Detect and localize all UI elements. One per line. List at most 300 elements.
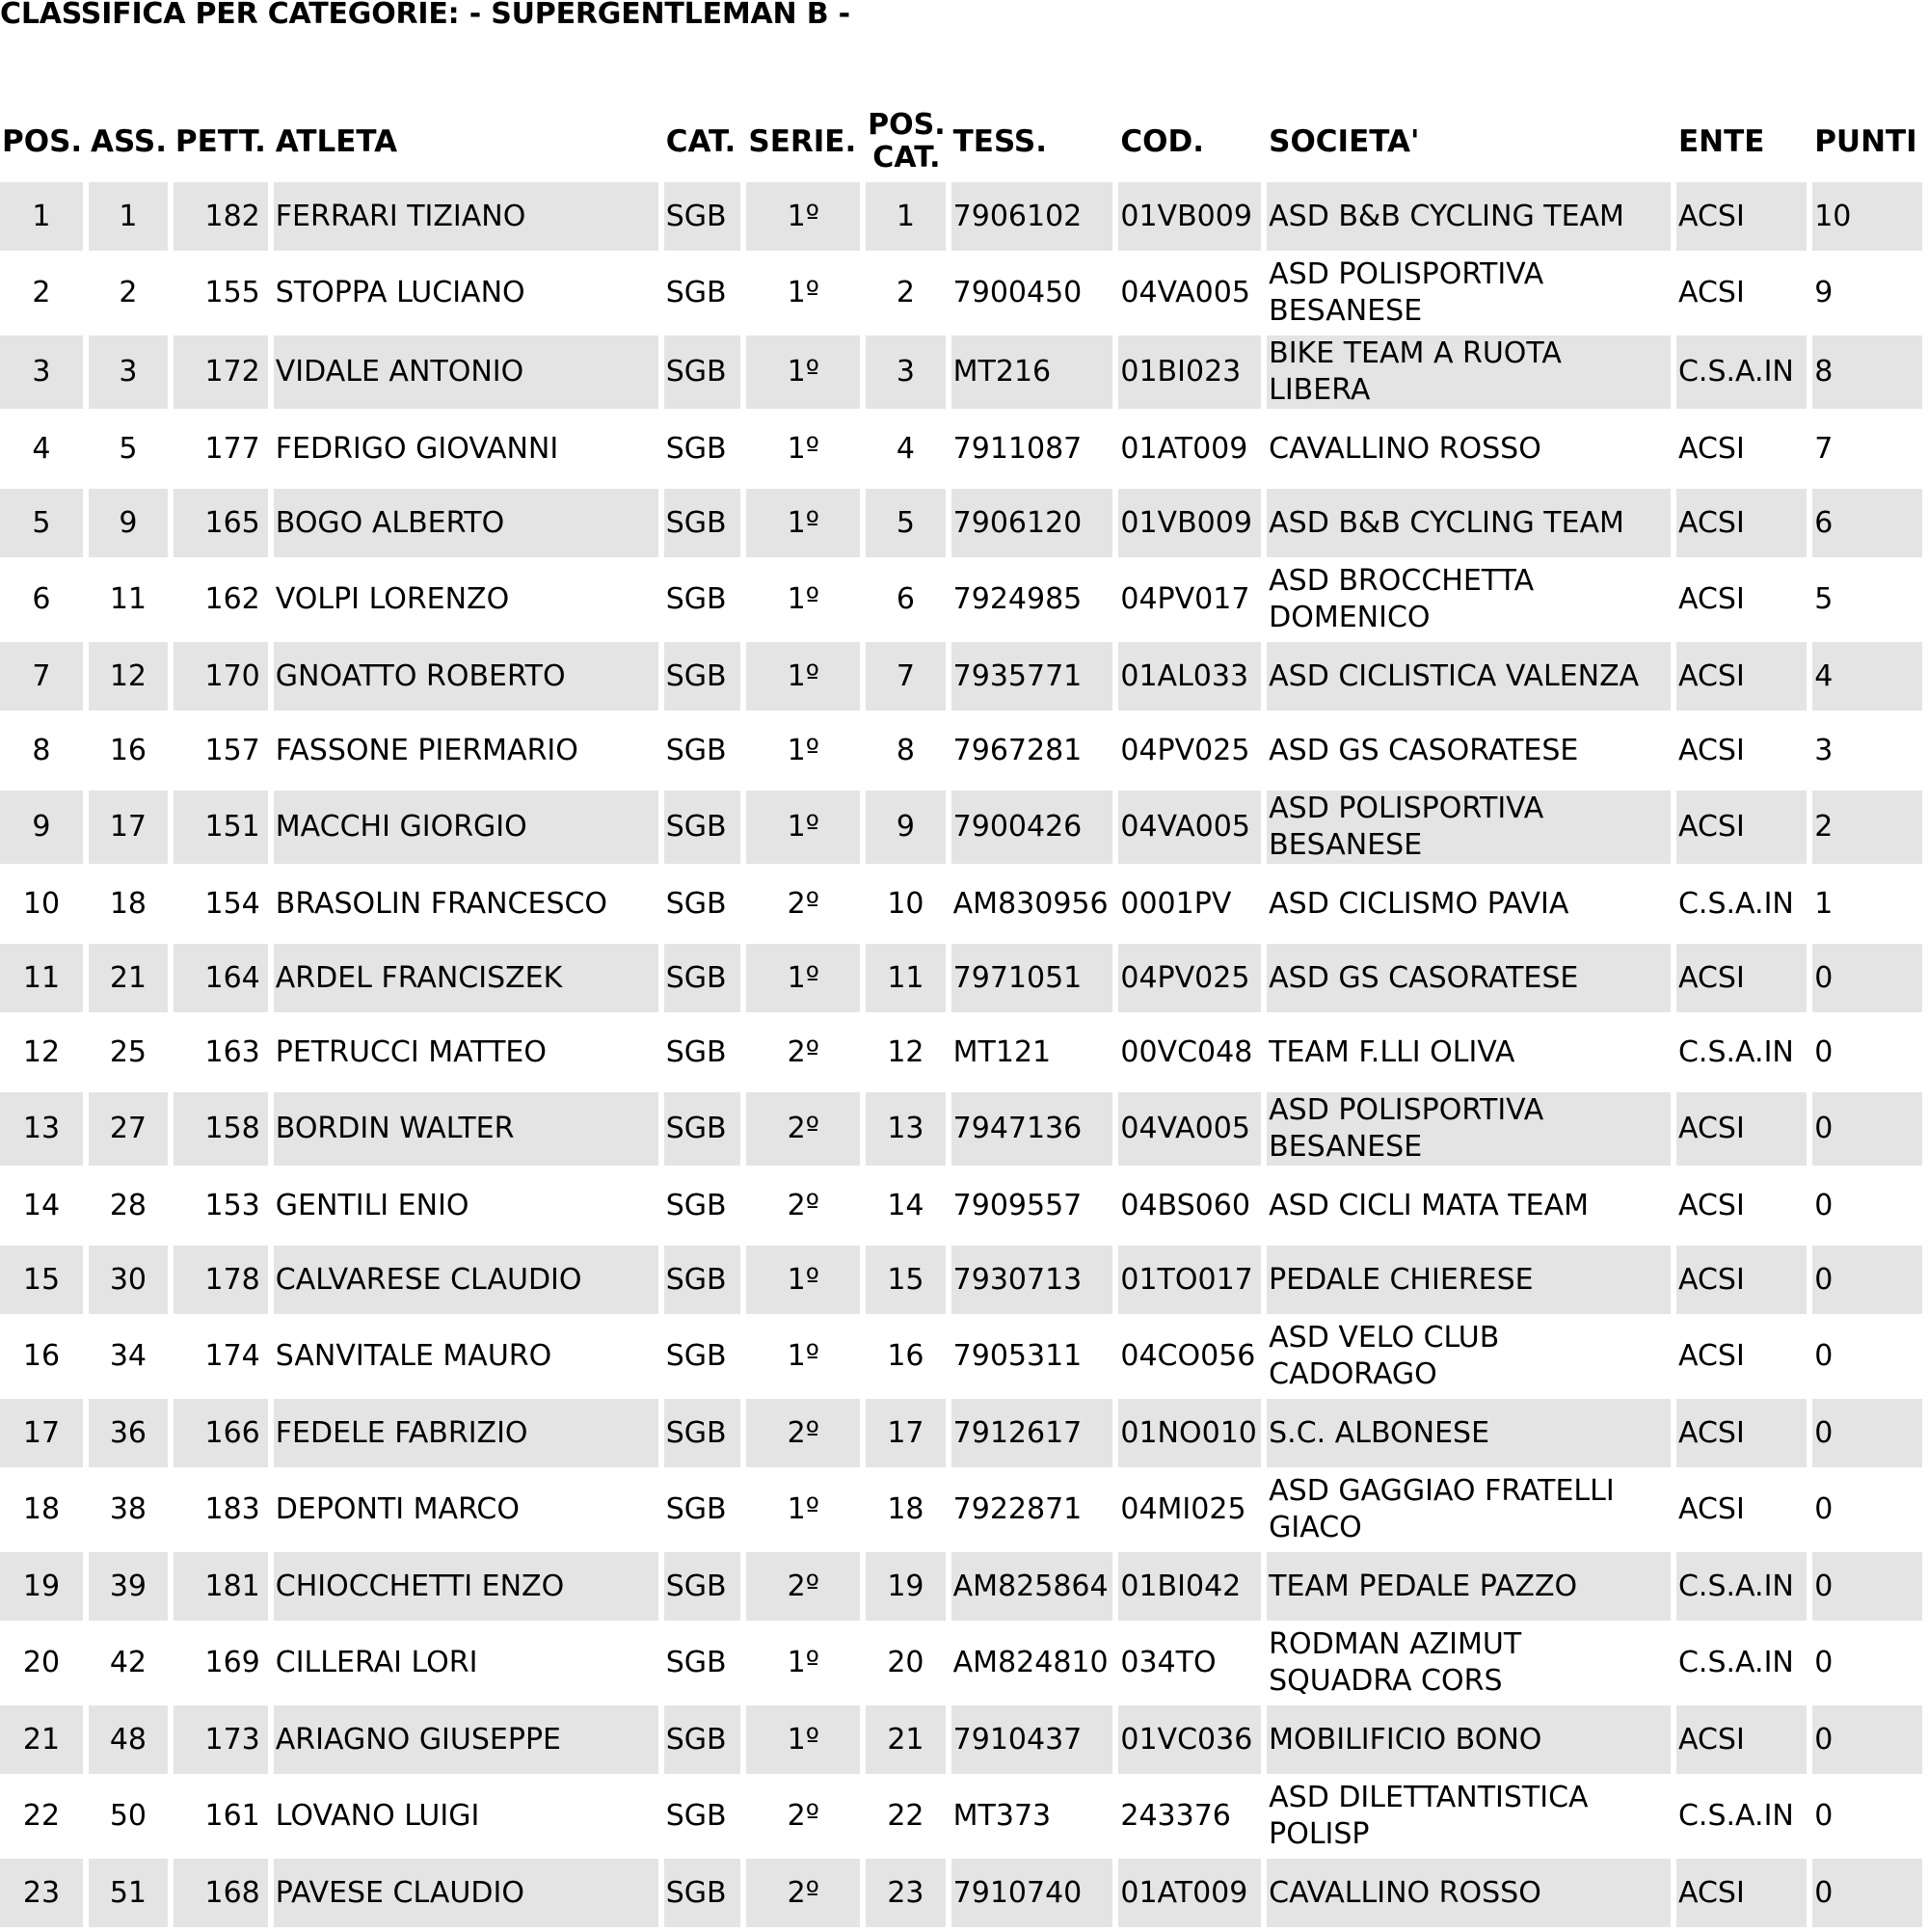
cell-punti: 5 xyxy=(1812,560,1922,639)
cell-tess: 7910437 xyxy=(951,1703,1113,1777)
cell-cod: 034TO xyxy=(1118,1623,1261,1703)
cell-poscat: 14 xyxy=(866,1168,946,1243)
cell-ente: ACSI xyxy=(1676,1317,1807,1396)
cell-poscat: 8 xyxy=(866,713,946,788)
cell-poscat: 5 xyxy=(866,486,946,560)
cell-ass: 1 xyxy=(89,179,168,254)
col-header-pos: POS. xyxy=(2,123,83,159)
cell-pos: 7 xyxy=(0,639,83,713)
cell-ente: ACSI xyxy=(1676,1470,1807,1549)
cell-cat: SGB xyxy=(664,867,741,941)
cell-cat: SGB xyxy=(664,788,741,867)
cell-pos: 19 xyxy=(0,1549,83,1623)
cell-pett: 178 xyxy=(174,1243,268,1317)
cell-atleta: BORDIN WALTER xyxy=(274,1089,658,1168)
table-row xyxy=(0,1089,1922,1168)
cell-poscat: 9 xyxy=(866,788,946,867)
cell-ente: ACSI xyxy=(1676,179,1807,254)
cell-atleta: FASSONE PIERMARIO xyxy=(274,713,658,788)
cell-pett: 153 xyxy=(174,1168,268,1243)
cell-societa: ASD GS CASORATESE xyxy=(1267,713,1671,788)
cell-cod: 04CO056 xyxy=(1118,1317,1261,1396)
cell-tess: 7924985 xyxy=(951,560,1113,639)
cell-poscat: 15 xyxy=(866,1243,946,1317)
cell-punti: 0 xyxy=(1812,1168,1922,1243)
cell-ente: ACSI xyxy=(1676,639,1807,713)
cell-pos: 15 xyxy=(0,1243,83,1317)
cell-pos: 6 xyxy=(0,560,83,639)
cell-cat: SGB xyxy=(664,560,741,639)
cell-cat: SGB xyxy=(664,1856,741,1930)
cell-pett: 161 xyxy=(174,1777,268,1856)
cell-tess: 7935771 xyxy=(951,639,1113,713)
cell-ente: ACSI xyxy=(1676,560,1807,639)
cell-ente: ACSI xyxy=(1676,1168,1807,1243)
cell-tess: MT373 xyxy=(951,1777,1113,1856)
cell-punti: 8 xyxy=(1812,333,1922,412)
cell-pos: 22 xyxy=(0,1777,83,1856)
cell-serie: 2º xyxy=(746,1549,860,1623)
cell-pos: 14 xyxy=(0,1168,83,1243)
table-row xyxy=(0,941,1922,1015)
cell-pos: 3 xyxy=(0,333,83,412)
cell-atleta: PETRUCCI MATTEO xyxy=(274,1015,658,1089)
cell-pett: 173 xyxy=(174,1703,268,1777)
cell-atleta: LOVANO LUIGI xyxy=(274,1777,658,1856)
cell-punti: 9 xyxy=(1812,254,1922,333)
cell-ass: 42 xyxy=(89,1623,168,1703)
cell-cod: 01NO010 xyxy=(1118,1396,1261,1470)
cell-cat: SGB xyxy=(664,1549,741,1623)
col-header-cod: COD. xyxy=(1120,123,1204,159)
cell-societa: S.C. ALBONESE xyxy=(1267,1396,1671,1470)
cell-pos: 16 xyxy=(0,1317,83,1396)
cell-societa: ASD VELO CLUB CADORAGO xyxy=(1267,1317,1671,1396)
cell-societa: BIKE TEAM A RUOTA LIBERA xyxy=(1267,333,1671,412)
cell-societa: TEAM PEDALE PAZZO xyxy=(1267,1549,1671,1623)
cell-punti: 0 xyxy=(1812,1015,1922,1089)
col-header-punti: PUNTI xyxy=(1814,123,1917,159)
cell-atleta: ARDEL FRANCISZEK xyxy=(274,941,658,1015)
cell-cat: SGB xyxy=(664,1470,741,1549)
cell-serie: 2º xyxy=(746,1089,860,1168)
cell-pett: 166 xyxy=(174,1396,268,1470)
cell-cod: 01AL033 xyxy=(1118,639,1261,713)
cell-serie: 1º xyxy=(746,1243,860,1317)
cell-societa: ASD BROCCHETTA DOMENICO xyxy=(1267,560,1671,639)
cell-cod: 04VA005 xyxy=(1118,1089,1261,1168)
cell-pett: 183 xyxy=(174,1470,268,1549)
cell-cod: 01AT009 xyxy=(1118,412,1261,486)
cell-pett: 170 xyxy=(174,639,268,713)
cell-poscat: 18 xyxy=(866,1470,946,1549)
cell-tess: 7910740 xyxy=(951,1856,1113,1930)
cell-cat: SGB xyxy=(664,1015,741,1089)
cell-punti: 0 xyxy=(1812,1089,1922,1168)
cell-ente: ACSI xyxy=(1676,1089,1807,1168)
cell-pett: 169 xyxy=(174,1623,268,1703)
cell-cat: SGB xyxy=(664,1168,741,1243)
cell-poscat: 11 xyxy=(866,941,946,1015)
table-row xyxy=(0,1549,1922,1623)
cell-ass: 38 xyxy=(89,1470,168,1549)
table-row xyxy=(0,179,1922,254)
cell-tess: MT216 xyxy=(951,333,1113,412)
cell-societa: ASD B&B CYCLING TEAM xyxy=(1267,179,1671,254)
cell-punti: 0 xyxy=(1812,1243,1922,1317)
cell-ente: ACSI xyxy=(1676,1856,1807,1930)
cell-pett: 162 xyxy=(174,560,268,639)
cell-serie: 1º xyxy=(746,1470,860,1549)
cell-punti: 0 xyxy=(1812,941,1922,1015)
cell-atleta: CILLERAI LORI xyxy=(274,1623,658,1703)
cell-pett: 151 xyxy=(174,788,268,867)
cell-serie: 1º xyxy=(746,333,860,412)
cell-tess: 7909557 xyxy=(951,1168,1113,1243)
cell-tess: 7930713 xyxy=(951,1243,1113,1317)
table-row xyxy=(0,867,1922,941)
cell-ente: C.S.A.IN xyxy=(1676,333,1807,412)
cell-societa: ASD CICLISTICA VALENZA xyxy=(1267,639,1671,713)
cell-societa: CAVALLINO ROSSO xyxy=(1267,412,1671,486)
table-row xyxy=(0,1317,1922,1396)
cell-cod: 01BI023 xyxy=(1118,333,1261,412)
cell-pett: 154 xyxy=(174,867,268,941)
cell-atleta: MACCHI GIORGIO xyxy=(274,788,658,867)
cell-ass: 25 xyxy=(89,1015,168,1089)
cell-cod: 01AT009 xyxy=(1118,1856,1261,1930)
cell-poscat: 7 xyxy=(866,639,946,713)
cell-pett: 172 xyxy=(174,333,268,412)
cell-pos: 8 xyxy=(0,713,83,788)
cell-atleta: GENTILI ENIO xyxy=(274,1168,658,1243)
cell-pett: 168 xyxy=(174,1856,268,1930)
table-row xyxy=(0,1396,1922,1470)
cell-serie: 2º xyxy=(746,1856,860,1930)
cell-pos: 13 xyxy=(0,1089,83,1168)
cell-cat: SGB xyxy=(664,1243,741,1317)
cell-pos: 23 xyxy=(0,1856,83,1930)
cell-ass: 9 xyxy=(89,486,168,560)
cell-ente: ACSI xyxy=(1676,1703,1807,1777)
cell-ass: 3 xyxy=(89,333,168,412)
cell-societa: ASD B&B CYCLING TEAM xyxy=(1267,486,1671,560)
cell-ass: 17 xyxy=(89,788,168,867)
cell-pett: 163 xyxy=(174,1015,268,1089)
table-row xyxy=(0,560,1922,639)
cell-societa: ASD POLISPORTIVA BESANESE xyxy=(1267,1089,1671,1168)
cell-serie: 1º xyxy=(746,254,860,333)
cell-poscat: 4 xyxy=(866,412,946,486)
cell-societa: ASD CICLISMO PAVIA xyxy=(1267,867,1671,941)
cell-pos: 1 xyxy=(0,179,83,254)
cell-pos: 18 xyxy=(0,1470,83,1549)
table-row xyxy=(0,486,1922,560)
table-row xyxy=(0,1703,1922,1777)
cell-ass: 28 xyxy=(89,1168,168,1243)
cell-ente: ACSI xyxy=(1676,788,1807,867)
cell-cat: SGB xyxy=(664,1623,741,1703)
cell-cat: SGB xyxy=(664,486,741,560)
cell-atleta: BOGO ALBERTO xyxy=(274,486,658,560)
cell-pett: 164 xyxy=(174,941,268,1015)
table-row xyxy=(0,1168,1922,1243)
cell-cod: 01BI042 xyxy=(1118,1549,1261,1623)
cell-serie: 1º xyxy=(746,1703,860,1777)
cell-ass: 21 xyxy=(89,941,168,1015)
cell-tess: 7912617 xyxy=(951,1396,1113,1470)
cell-ente: C.S.A.IN xyxy=(1676,1777,1807,1856)
cell-tess: MT121 xyxy=(951,1015,1113,1089)
cell-punti: 7 xyxy=(1812,412,1922,486)
cell-cat: SGB xyxy=(664,1703,741,1777)
table-row xyxy=(0,1015,1922,1089)
cell-serie: 1º xyxy=(746,412,860,486)
table-row xyxy=(0,254,1922,333)
cell-cod: 01TO017 xyxy=(1118,1243,1261,1317)
cell-punti: 0 xyxy=(1812,1396,1922,1470)
cell-pett: 158 xyxy=(174,1089,268,1168)
cell-ente: ACSI xyxy=(1676,254,1807,333)
col-header-ente: ENTE xyxy=(1677,123,1765,159)
cell-poscat: 23 xyxy=(866,1856,946,1930)
cell-ass: 36 xyxy=(89,1396,168,1470)
col-header-atleta: ATLETA xyxy=(275,123,398,159)
table-header-row xyxy=(0,104,1922,179)
cell-pos: 10 xyxy=(0,867,83,941)
cell-punti: 4 xyxy=(1812,639,1922,713)
page-title: CLASSIFICA PER CATEGORIE: - SUPERGENTLEMAN B - xyxy=(0,0,850,31)
table-row xyxy=(0,1243,1922,1317)
cell-atleta: FEDRIGO GIOVANNI xyxy=(274,412,658,486)
cell-ente: C.S.A.IN xyxy=(1676,1549,1807,1623)
cell-tess: AM824810 xyxy=(951,1623,1113,1703)
cell-societa: ASD GS CASORATESE xyxy=(1267,941,1671,1015)
cell-punti: 0 xyxy=(1812,1777,1922,1856)
cell-atleta: FEDELE FABRIZIO xyxy=(274,1396,658,1470)
cell-cod: 04MI025 xyxy=(1118,1470,1261,1549)
cell-atleta: VOLPI LORENZO xyxy=(274,560,658,639)
cell-cod: 01VB009 xyxy=(1118,486,1261,560)
col-header-cat: CAT. xyxy=(665,123,736,159)
cell-atleta: CALVARESE CLAUDIO xyxy=(274,1243,658,1317)
cell-serie: 1º xyxy=(746,179,860,254)
cell-serie: 1º xyxy=(746,1317,860,1396)
cell-atleta: STOPPA LUCIANO xyxy=(274,254,658,333)
cell-societa: PEDALE CHIERESE xyxy=(1267,1243,1671,1317)
cell-cat: SGB xyxy=(664,1317,741,1396)
cell-serie: 2º xyxy=(746,1396,860,1470)
cell-serie: 1º xyxy=(746,639,860,713)
cell-ass: 48 xyxy=(89,1703,168,1777)
cell-poscat: 1 xyxy=(866,179,946,254)
cell-societa: TEAM F.LLI OLIVA xyxy=(1267,1015,1671,1089)
cell-punti: 10 xyxy=(1812,179,1922,254)
cell-societa: ASD CICLI MATA TEAM xyxy=(1267,1168,1671,1243)
cell-punti: 0 xyxy=(1812,1549,1922,1623)
cell-poscat: 12 xyxy=(866,1015,946,1089)
cell-tess: 7967281 xyxy=(951,713,1113,788)
cell-poscat: 20 xyxy=(866,1623,946,1703)
col-header-tess: TESS. xyxy=(952,123,1048,159)
cell-poscat: 3 xyxy=(866,333,946,412)
cell-tess: 7906102 xyxy=(951,179,1113,254)
cell-cat: SGB xyxy=(664,1777,741,1856)
cell-cod: 04PV017 xyxy=(1118,560,1261,639)
cell-serie: 1º xyxy=(746,1623,860,1703)
table-row xyxy=(0,1777,1922,1856)
cell-cod: 04PV025 xyxy=(1118,713,1261,788)
cell-atleta: BRASOLIN FRANCESCO xyxy=(274,867,658,941)
cell-punti: 0 xyxy=(1812,1470,1922,1549)
cell-cat: SGB xyxy=(664,254,741,333)
cell-punti: 1 xyxy=(1812,867,1922,941)
cell-serie: 2º xyxy=(746,1777,860,1856)
cell-punti: 0 xyxy=(1812,1623,1922,1703)
cell-tess: AM825864 xyxy=(951,1549,1113,1623)
cell-ente: ACSI xyxy=(1676,486,1807,560)
cell-pett: 157 xyxy=(174,713,268,788)
table-row xyxy=(0,713,1922,788)
cell-cod: 243376 xyxy=(1118,1777,1261,1856)
cell-cat: SGB xyxy=(664,713,741,788)
cell-tess: 7906120 xyxy=(951,486,1113,560)
cell-ente: C.S.A.IN xyxy=(1676,867,1807,941)
cell-ente: ACSI xyxy=(1676,1396,1807,1470)
cell-ente: C.S.A.IN xyxy=(1676,1015,1807,1089)
cell-poscat: 13 xyxy=(866,1089,946,1168)
cell-cod: 01VB009 xyxy=(1118,179,1261,254)
cell-punti: 0 xyxy=(1812,1856,1922,1930)
cell-tess: 7971051 xyxy=(951,941,1113,1015)
cell-poscat: 10 xyxy=(866,867,946,941)
cell-cat: SGB xyxy=(664,1089,741,1168)
table-row xyxy=(0,1623,1922,1703)
col-header-poscat: POS. CAT. xyxy=(868,108,946,174)
cell-pett: 182 xyxy=(174,179,268,254)
cell-societa: ASD POLISPORTIVA BESANESE xyxy=(1267,254,1671,333)
cell-ente: ACSI xyxy=(1676,1243,1807,1317)
cell-pos: 2 xyxy=(0,254,83,333)
cell-ass: 18 xyxy=(89,867,168,941)
table-row xyxy=(0,333,1922,412)
cell-cod: 04VA005 xyxy=(1118,254,1261,333)
cell-cod: 04VA005 xyxy=(1118,788,1261,867)
cell-poscat: 6 xyxy=(866,560,946,639)
cell-ass: 39 xyxy=(89,1549,168,1623)
cell-ass: 11 xyxy=(89,560,168,639)
cell-atleta: ARIAGNO GIUSEPPE xyxy=(274,1703,658,1777)
cell-ass: 12 xyxy=(89,639,168,713)
cell-pos: 9 xyxy=(0,788,83,867)
cell-cod: 00VC048 xyxy=(1118,1015,1261,1089)
cell-tess: 7900426 xyxy=(951,788,1113,867)
cell-punti: 3 xyxy=(1812,713,1922,788)
cell-societa: MOBILIFICIO BONO xyxy=(1267,1703,1671,1777)
cell-cat: SGB xyxy=(664,941,741,1015)
cell-atleta: CHIOCCHETTI ENZO xyxy=(274,1549,658,1623)
cell-cat: SGB xyxy=(664,412,741,486)
cell-punti: 0 xyxy=(1812,1703,1922,1777)
cell-ass: 27 xyxy=(89,1089,168,1168)
col-header-serie: SERIE. xyxy=(748,123,857,159)
cell-societa: CAVALLINO ROSSO xyxy=(1267,1856,1671,1930)
cell-ass: 2 xyxy=(89,254,168,333)
cell-punti: 0 xyxy=(1812,1317,1922,1396)
cell-pett: 174 xyxy=(174,1317,268,1396)
table-row xyxy=(0,1470,1922,1549)
cell-ente: ACSI xyxy=(1676,713,1807,788)
cell-ente: C.S.A.IN xyxy=(1676,1623,1807,1703)
cell-ass: 16 xyxy=(89,713,168,788)
cell-pos: 21 xyxy=(0,1703,83,1777)
cell-ass: 51 xyxy=(89,1856,168,1930)
cell-poscat: 19 xyxy=(866,1549,946,1623)
cell-ass: 34 xyxy=(89,1317,168,1396)
cell-poscat: 16 xyxy=(866,1317,946,1396)
cell-societa: ASD POLISPORTIVA BESANESE xyxy=(1267,788,1671,867)
cell-serie: 1º xyxy=(746,713,860,788)
cell-poscat: 2 xyxy=(866,254,946,333)
cell-atleta: PAVESE CLAUDIO xyxy=(274,1856,658,1930)
cell-tess: 7947136 xyxy=(951,1089,1113,1168)
cell-atleta: SANVITALE MAURO xyxy=(274,1317,658,1396)
cell-ass: 50 xyxy=(89,1777,168,1856)
cell-serie: 2º xyxy=(746,867,860,941)
cell-pos: 5 xyxy=(0,486,83,560)
cell-atleta: DEPONTI MARCO xyxy=(274,1470,658,1549)
cell-societa: ASD DILETTANTISTICA POLISP xyxy=(1267,1777,1671,1856)
cell-societa: RODMAN AZIMUT SQUADRA CORS xyxy=(1267,1623,1671,1703)
cell-cat: SGB xyxy=(664,1396,741,1470)
cell-cod: 01VC036 xyxy=(1118,1703,1261,1777)
cell-pos: 12 xyxy=(0,1015,83,1089)
cell-cat: SGB xyxy=(664,179,741,254)
cell-cat: SGB xyxy=(664,333,741,412)
cell-tess: 7911087 xyxy=(951,412,1113,486)
cell-cod: 0001PV xyxy=(1118,867,1261,941)
table-row xyxy=(0,788,1922,867)
cell-ass: 30 xyxy=(89,1243,168,1317)
cell-serie: 1º xyxy=(746,486,860,560)
cell-pos: 20 xyxy=(0,1623,83,1703)
cell-ente: ACSI xyxy=(1676,412,1807,486)
cell-tess: AM830956 xyxy=(951,867,1113,941)
cell-tess: 7905311 xyxy=(951,1317,1113,1396)
cell-pos: 4 xyxy=(0,412,83,486)
cell-serie: 2º xyxy=(746,1168,860,1243)
cell-ass: 5 xyxy=(89,412,168,486)
cell-poscat: 22 xyxy=(866,1777,946,1856)
cell-cat: SGB xyxy=(664,639,741,713)
results-table xyxy=(0,104,1928,1930)
table-row xyxy=(0,1856,1922,1930)
table-row xyxy=(0,412,1922,486)
cell-societa: ASD GAGGIAO FRATELLI GIACO xyxy=(1267,1470,1671,1549)
cell-poscat: 17 xyxy=(866,1396,946,1470)
cell-pos: 11 xyxy=(0,941,83,1015)
cell-pett: 155 xyxy=(174,254,268,333)
cell-punti: 2 xyxy=(1812,788,1922,867)
cell-punti: 6 xyxy=(1812,486,1922,560)
cell-cod: 04BS060 xyxy=(1118,1168,1261,1243)
cell-pett: 177 xyxy=(174,412,268,486)
cell-serie: 1º xyxy=(746,560,860,639)
col-header-pett: PETT. xyxy=(174,123,266,159)
cell-tess: 7900450 xyxy=(951,254,1113,333)
cell-ente: ACSI xyxy=(1676,941,1807,1015)
cell-serie: 1º xyxy=(746,941,860,1015)
